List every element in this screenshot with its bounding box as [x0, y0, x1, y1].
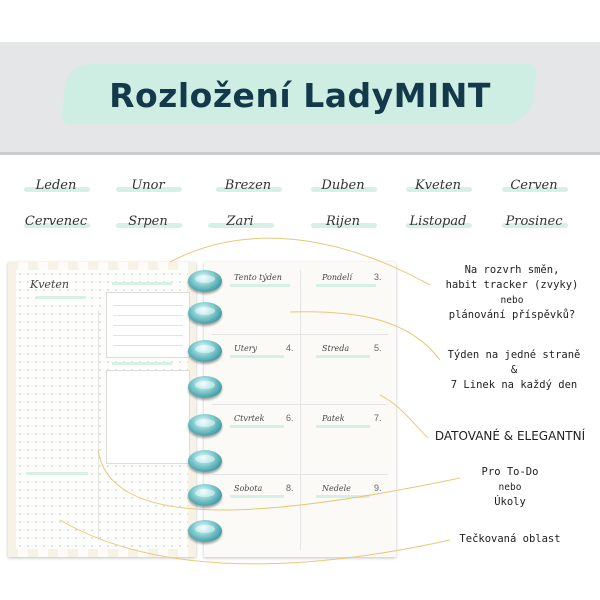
binder-ring-icon [188, 302, 222, 324]
month-label: Duben [303, 178, 383, 193]
habit-grid [106, 292, 190, 358]
cell-this-week: Tento týden [234, 273, 282, 282]
cell-friday: Patek [322, 414, 345, 423]
note-dated: DATOVANÉ & ELEGANTNÍ [434, 429, 586, 443]
cell-tuesday: Utery [234, 344, 258, 353]
cell-saturday-num: 8. [286, 483, 294, 493]
cell-saturday: Sobota [234, 484, 263, 493]
month-label: Leden [16, 178, 96, 193]
cell-friday-num: 7. [374, 413, 382, 423]
month-label: Brezen [208, 178, 288, 193]
cell-thursday: Ctvrtek [234, 414, 265, 423]
binder-ring-icon [188, 340, 222, 362]
month-label: Kveten [398, 178, 478, 193]
binder-ring-icon [188, 450, 222, 472]
dotted-area [16, 270, 188, 549]
month-label: Cerven [494, 178, 574, 193]
page-title: Rozložení LadyMINT [109, 76, 491, 115]
binder-ring-icon [188, 270, 222, 292]
todo-box [106, 370, 190, 464]
binder-ring-icon [188, 520, 222, 542]
cell-wednesday: Streda [322, 344, 350, 353]
title-banner [0, 42, 600, 155]
cell-monday: Pondelí [322, 273, 352, 282]
cell-wednesday-num: 5. [374, 343, 382, 353]
note-todo: Pro To-Do nebo Úkoly [481, 466, 539, 508]
month-label: Cervenec [16, 214, 96, 229]
month-label: Srpen [108, 214, 188, 229]
month-label: Listopad [398, 214, 478, 229]
note-shift-habit: Na rozvrh směn, habit tracker (zvyky) nebo plánování příspěvků? [445, 264, 579, 321]
note-dotted-area: Tečkovaná oblast [459, 533, 561, 545]
right-page [204, 262, 396, 557]
cell-sunday: Nedele [322, 484, 351, 493]
month-label: Unor [108, 178, 188, 193]
note-week-layout: Týden na jedné straně & 7 Linek na každý den [447, 349, 581, 391]
binder-ring-icon [188, 376, 222, 398]
cell-tuesday-num: 4. [286, 343, 294, 353]
month-label: Rijen [303, 214, 383, 229]
planner-mockup [8, 262, 396, 557]
binder-ring-icon [188, 484, 222, 506]
left-page-month: Kveten [30, 278, 69, 291]
left-page [8, 262, 196, 557]
month-label: Zari [200, 214, 280, 229]
cell-thursday-num: 6. [286, 413, 294, 423]
binder-ring-icon [188, 414, 222, 436]
cell-monday-num: 3. [374, 272, 382, 282]
month-label: Prosinec [494, 214, 574, 229]
cell-sunday-num: 9. [374, 483, 382, 493]
